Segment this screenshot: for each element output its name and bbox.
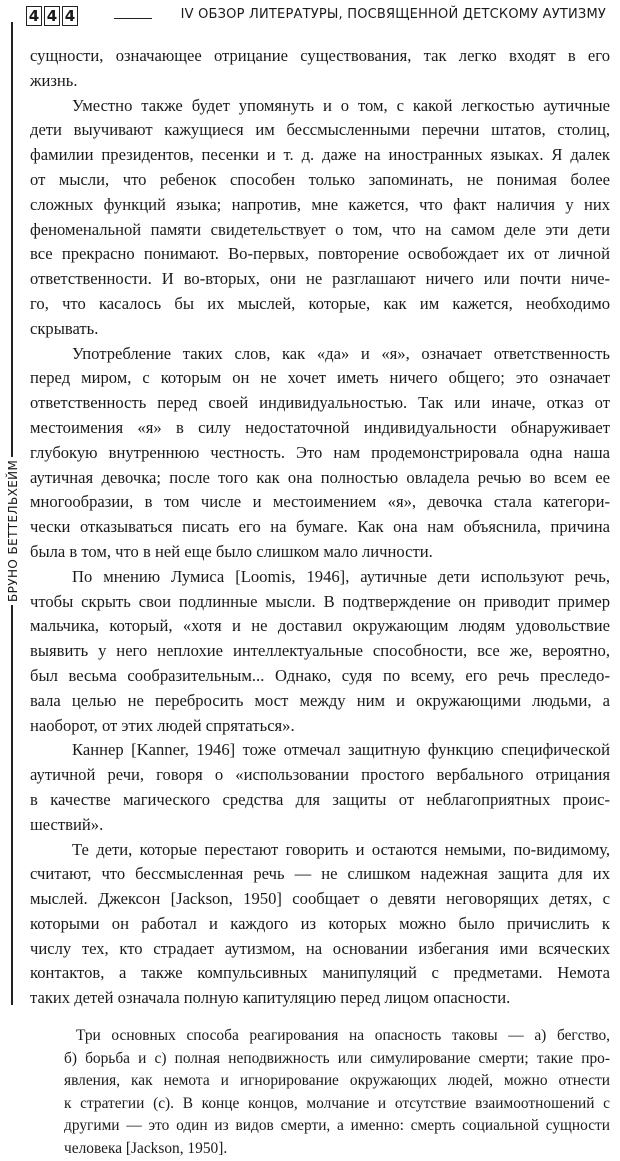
text-line: наоборот, от этих людей спрятаться». — [30, 715, 295, 735]
text-line: Те дети, которые перестают говорить и остаются немыми, по-видимому, — [72, 839, 610, 859]
text-line: жизнь. — [30, 70, 78, 90]
text-line: выявить у него неплохие интеллектуальные способности, все же, вероятно, — [30, 641, 610, 661]
text-line: явления, как немота и игнорирование окружающих людей, можно отнести — [64, 1072, 610, 1090]
text-line: го, что касалось бы их мыслей, которые, как им кажется, необходимо — [30, 293, 610, 313]
paragraph — [30, 44, 610, 94]
side-author-name: БРУНО БЕТТЕЛЬХЕЙМ — [6, 457, 20, 605]
text-line: шествий». — [30, 814, 104, 834]
paragraph — [30, 838, 610, 1012]
text-line: в качестве магического средства для защиты от неблагоприятных проис- — [30, 789, 610, 809]
paragraphs — [30, 44, 610, 1011]
text-line: дети выучивают кажущиеся им бессмысленными перечни штатов, столиц, — [30, 120, 610, 140]
paragraph — [30, 342, 610, 565]
text-body — [30, 44, 610, 1161]
text-line: все прекрасно понимают. Во-первых, повторение освобождает их от личной — [30, 244, 610, 264]
page-number — [26, 6, 78, 26]
text-line: был весьма сообразительным... Однако, судя по всему, его речь преследо- — [30, 665, 610, 685]
text-line: человека [Jackson, 1950]. — [64, 1140, 228, 1158]
paragraph — [30, 94, 610, 342]
text-line: числу тех, кто страдает аутизмом, на основании избегания ими всяческих — [30, 938, 610, 958]
text-line: аутичной речи, говоря о «использовании простого вербального отрицания — [30, 765, 610, 785]
running-head: IV ОБЗОР ЛИТЕРАТУРЫ, ПОСВЯЩЕННОЙ ДЕТСКОМУ АУТИЗМУ — [180, 7, 606, 22]
page-number-digit: 4 — [44, 6, 60, 26]
text-line: от мысли, что ребенок способен только запоминать, не понимая более — [30, 169, 610, 189]
text-line: скрывать. — [30, 318, 99, 338]
text-line: аутичная девочка; после того как она полностью овладела речью во всем ее — [30, 467, 610, 487]
text-line: другими — это один из видов смерти, а именно: смерть социальной сущности — [64, 1117, 610, 1135]
page-number-digit: 4 — [62, 6, 78, 26]
header-rule — [114, 18, 152, 19]
text-line: По мнению Лумиса [Loomis, 1946], аутичные дети используют речь, — [72, 566, 610, 586]
text-line: к стратегии (с). В конце концов, молчание и отсутствие взаимоотношений с — [64, 1094, 610, 1112]
paragraph — [30, 738, 610, 837]
text-line: Уместно также будет упомянуть и о том, с какой легкостью аутичные — [72, 95, 610, 115]
text-line: феноменальной памяти свидетельствует о том, что на самом деле эти дети — [30, 219, 610, 239]
text-line: таких детей означала полную капитуляцию перед лицом опасности. — [30, 988, 511, 1008]
text-line: фамилии президентов, песенки и т. д. даже на иностранных языках. Я далек — [30, 145, 610, 165]
text-line: чтобы скрыть свои подлинные мысли. В подтверждение он приводит пример — [30, 591, 610, 611]
text-line: чески отказываться писать его на бумаге. Как она нам объяснила, причина — [30, 517, 610, 537]
text-line: сложных функций языка; напротив, мне кажется, что факт наличия у них — [30, 194, 610, 214]
text-line: контактов, а также компульсивных манипуляций с предметами. Немота — [30, 963, 610, 983]
page-number-digit: 4 — [26, 6, 42, 26]
text-line: глубокую внутреннюю честность. Это нам продемонстрировала одна наша — [30, 442, 610, 462]
text-line: многообразии, в том числе и местоимением «я», девочка стала категори- — [30, 492, 610, 512]
paragraph — [30, 565, 610, 739]
text-line: считают, что бессмысленная речь — не слишком надежная защита для их — [30, 864, 610, 884]
text-line: ответственности. И во-вторых, они не разглашают ничего или почти ниче- — [30, 269, 610, 289]
text-line: которыми он работал и каждого из которых можно было причислить к — [30, 913, 610, 933]
text-line: была в том, что в ней еще было слишком мало личности. — [30, 541, 433, 561]
text-line: перед миром, с которым он не хочет иметь ничего общего; это означает — [30, 368, 610, 388]
block-quote — [64, 1025, 610, 1161]
text-line: сущности, означающее отрицание существования, так легко входят в его — [30, 46, 610, 65]
text-line: мыслей. Джексон [Jackson, 1950] сообщает о девяти неговорящих детях, с — [30, 889, 610, 909]
text-line: вала целью не перебросить мост между ним и окружающими людьми, а — [30, 690, 610, 710]
text-line: Три основных способа реагирования на опасность таковы — а) бегство, — [76, 1027, 610, 1045]
text-line: ответственность перед своей индивидуальностью. Так или иначе, отказ от — [30, 393, 610, 413]
text-line: Употребление таких слов, как «да» и «я», означает ответственность — [72, 343, 610, 363]
text-line: б) борьба и с) полная неподвижность или симулирование смерти; такие про- — [64, 1049, 610, 1067]
text-line: местоимения «я» в силу недостаточной индивидуальности обнаруживает — [30, 417, 610, 437]
text-line: Каннер [Kanner, 1946] тоже отмечал защитную функцию специфической — [72, 740, 610, 760]
text-line: мальчика, который, «хотя и не доставил окружающим людям удовольствие — [30, 616, 610, 636]
